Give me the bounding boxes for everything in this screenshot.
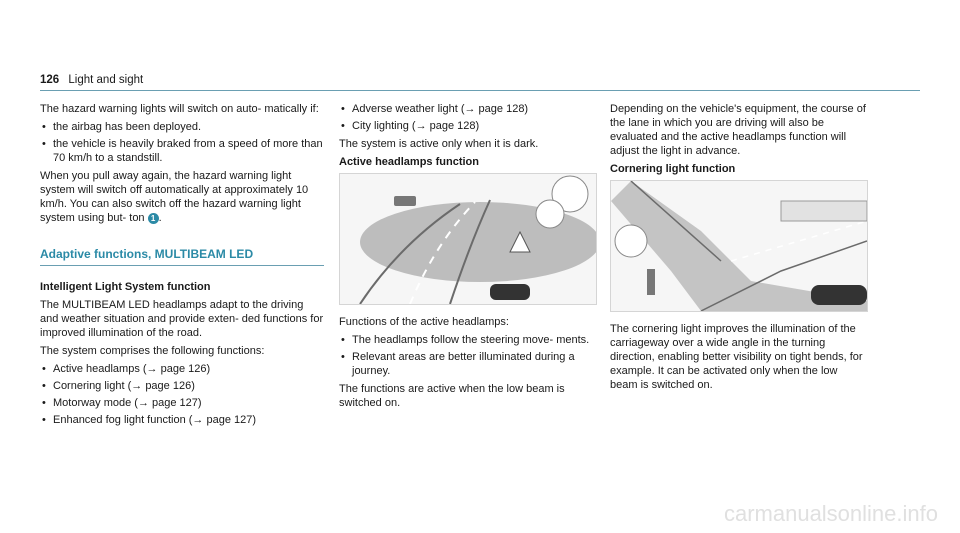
heading-active-headlamps: Active headlamps function [339,156,479,168]
list-item: • the airbag has been deployed. [40,120,324,134]
hazard-switch-off-body: When you pull away again, the hazard warning light system will switch off automatically at approximately 10 km/h. You can also switch off the hazard warning light system using but- ton [40,170,309,224]
heading-cornering-light: Cornering light function [610,163,736,175]
function-link-adverse-weather[interactable]: • Adverse weather light (→ page 128) [339,102,595,116]
functions-intro: The system comprises the following functions: [40,345,265,357]
cornering-light-illustration [610,180,868,312]
function-link-motorway-mode[interactable]: • Motorway mode (→ page 127) [40,396,324,410]
lane-evaluation-text: Depending on the vehicle's equipment, the course of the lane in which you are driving will also be evaluated and the active headlamps function will adjust the light in advance. [610,103,866,157]
section-title: Adaptive functions, MULTIBEAM LED [40,247,254,261]
subheading-intelligent-light: Intelligent Light System function [40,281,211,293]
functions-list-continued [339,102,595,133]
hazard-intro: The hazard warning lights will switch on auto- matically if: [40,103,319,115]
function-link-cornering-light[interactable]: • Cornering light (→ page 126) [40,379,324,393]
section-divider [40,265,324,266]
active-headlamps-list [339,333,595,378]
hazard-switch-off-period: . [158,212,162,224]
page-number: 126 [40,74,60,86]
hazard-switch-off-text [40,169,324,225]
list-item: • The headlamps follow the steering move- ments. [339,333,595,347]
watermark: carmanualsonline.info [723,501,938,526]
function-link-city-lighting[interactable]: • City lighting (→ page 128) [339,119,595,133]
column-2 [339,102,595,414]
active-functions-note: The functions are active when the low beam is switched on. [339,383,565,409]
button-1-marker-icon: 1 [148,213,159,224]
hazard-conditions-list [40,120,324,165]
active-headlamps-illustration [339,173,597,305]
system-active-note: The system is active only when it is dark. [339,138,539,150]
function-link-active-headlamps[interactable]: • Active headlamps (→ page 126) [40,362,324,376]
page-header-title: Light and sight [68,74,144,86]
column-3 [610,102,866,396]
header-divider [40,90,920,91]
multibeam-description: The MULTIBEAM LED headlamps adapt to the driving and weather situation and provide exten- ded functions for improved illumination of the road. [40,299,324,339]
function-link-fog-light[interactable]: • Enhanced fog light function (→ page 127) [40,413,324,427]
column-1 [40,102,324,431]
list-item: • Relevant areas are better illuminated during a journey. [339,350,595,378]
list-item: • the vehicle is heavily braked from a speed of more than 70 km/h to a standstill. [40,137,324,165]
active-headlamps-intro: Functions of the active headlamps: [339,316,509,328]
page-header [40,74,143,86]
functions-list [40,362,324,427]
cornering-light-description: The cornering light improves the illumination of the carriageway over a wide angle in the turning direction, enabling better visibility on tight bends, for example. It can be activated only when the low beam is switched on. [610,323,863,391]
